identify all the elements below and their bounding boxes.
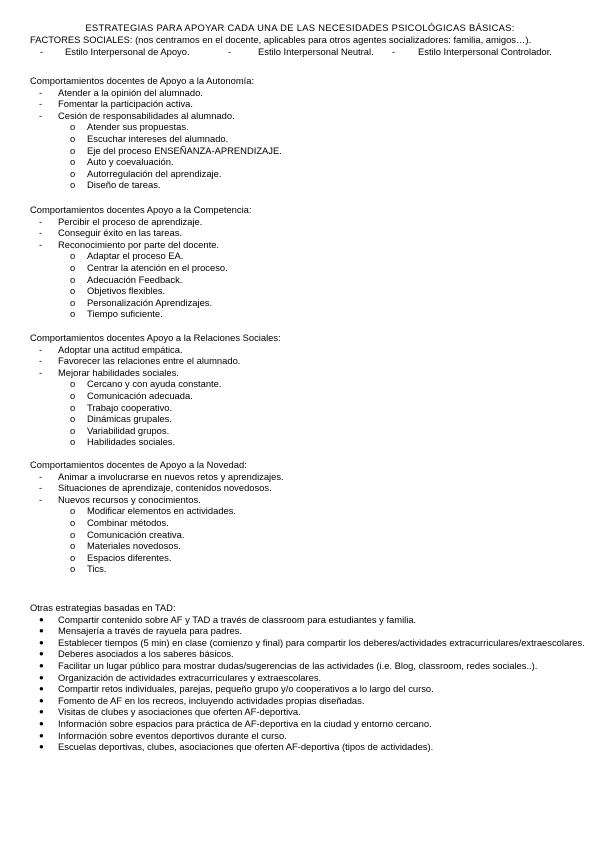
list-item	[30, 344, 590, 356]
section-title: Comportamientos docentes de Apoyo a la Autonomía:	[30, 75, 255, 86]
bullet-marker: ●	[39, 730, 44, 740]
dash-marker: -	[39, 238, 43, 250]
sub-list-item-text: Centrar la atención en el proceso.	[87, 261, 228, 273]
dash-marker: -	[39, 86, 43, 98]
list-item-text: Fomentar la participación activa.	[58, 98, 193, 110]
list-item-text: Cesión de responsabilidades al alumnado.	[58, 109, 235, 121]
sub-list-item-text: Tiempo suficiente.	[87, 308, 163, 320]
section-competence	[30, 204, 590, 320]
list-item-text: Atender a la opinión del alumnado.	[58, 86, 203, 98]
dash-marker: -	[39, 366, 43, 378]
sub-list-item	[30, 168, 590, 180]
dash-marker: -	[39, 227, 43, 239]
list-item-text: Animar a involucrarse en nuevos retos y aprendizajes.	[58, 470, 284, 482]
sub-list-item	[30, 505, 590, 517]
bullet-marker: ●	[39, 695, 44, 705]
list-item	[30, 367, 590, 379]
dash-marker: -	[392, 46, 396, 57]
sub-list-item-text: Comunicación adecuada.	[87, 389, 193, 401]
bullet-marker: ●	[39, 672, 44, 682]
sub-list-item-text: Materiales novedosos.	[87, 540, 181, 552]
tad-item	[30, 614, 590, 626]
circle-marker: o	[70, 144, 76, 156]
style-controlling: Estilo Interpersonal Controlador.	[418, 46, 552, 57]
dash-marker: -	[39, 355, 43, 367]
sub-list-item	[30, 529, 590, 541]
interpersonal-styles	[40, 46, 552, 58]
page-title: ESTRATEGIAS PARA APOYAR CADA UNA DE LAS NECESIDADES PSICOLÓGICAS BÁSICAS:	[85, 22, 515, 33]
dash-marker: -	[39, 109, 43, 121]
sub-list-item	[30, 308, 590, 320]
dash-marker: -	[39, 470, 43, 482]
circle-marker: o	[70, 285, 76, 297]
circle-marker: o	[70, 551, 76, 563]
tad-item-text: Información sobre eventos deportivos durante el curso.	[58, 729, 287, 741]
sub-list-item-text: Autorregulación del aprendizaje.	[87, 167, 222, 179]
sub-list-item-text: Variabilidad grupos.	[87, 424, 170, 436]
section-social-relations	[30, 332, 590, 448]
sub-list-item	[30, 540, 590, 552]
tad-item-text: Mensajería a través de rayuela para padres.	[58, 625, 242, 637]
tad-item	[30, 648, 590, 660]
tad-item	[30, 706, 590, 718]
sub-list-item-text: Combinar métodos.	[87, 516, 169, 528]
tad-item-text: Visitas de clubes y asociaciones que oferten AF-deportiva.	[58, 706, 301, 718]
sub-list-item-text: Cercano y con ayuda constante.	[87, 378, 222, 390]
sub-list-item-text: Comunicación creativa.	[87, 528, 185, 540]
sub-list-item	[30, 297, 590, 309]
circle-marker: o	[70, 121, 76, 133]
circle-marker: o	[70, 401, 76, 413]
circle-marker: o	[70, 528, 76, 540]
tad-item	[30, 637, 590, 649]
sub-list-item-text: Escuchar intereses del alumnado.	[87, 132, 229, 144]
sub-list-item-text: Dinámicas grupales.	[87, 413, 172, 425]
item-list	[30, 216, 590, 320]
circle-marker: o	[70, 167, 76, 179]
list-item	[30, 471, 590, 483]
sub-list-item-text: Tics.	[87, 563, 107, 575]
dash-marker: -	[39, 493, 43, 505]
tad-item-text: Compartir contenido sobre AF y TAD a través de classroom para estudiantes y familia.	[58, 613, 417, 625]
item-list	[30, 87, 590, 191]
style-support: Estilo Interpersonal de Apoyo.	[65, 46, 190, 57]
circle-marker: o	[70, 132, 76, 144]
sub-list-item	[30, 121, 590, 133]
list-item	[30, 227, 590, 239]
sub-list-item-text: Objetivos flexibles.	[87, 285, 166, 297]
sub-list-item	[30, 145, 590, 157]
sub-list-item-text: Habilidades sociales.	[87, 436, 176, 448]
circle-marker: o	[70, 413, 76, 425]
tad-item	[30, 695, 590, 707]
section-title: Otras estrategias basadas en TAD:	[30, 602, 176, 613]
bullet-marker: ●	[39, 626, 44, 636]
list-item	[30, 87, 590, 99]
sub-list-item-text: Diseño de tareas.	[87, 179, 161, 191]
list-item	[30, 239, 590, 251]
tad-item	[30, 660, 590, 672]
dash-marker: -	[40, 46, 44, 57]
bullet-marker: ●	[39, 614, 44, 624]
sub-list-item	[30, 552, 590, 564]
sub-list-item-text: Eje del proceso ENSEÑANZA-APRENDIZAJE.	[87, 144, 282, 156]
sub-list-item	[30, 517, 590, 529]
tad-item-text: Facilitar un lugar público para mostrar dudas/sugerencias de las actividades (i.e. Blog, classroom, redes sociales..).	[58, 659, 538, 671]
section-title: Comportamientos docentes Apoyo a la Relaciones Sociales:	[30, 332, 281, 343]
dash-marker: -	[39, 482, 43, 494]
sub-list-item	[30, 156, 590, 168]
bullet-marker: ●	[39, 718, 44, 728]
sub-list-item	[30, 402, 590, 414]
sub-list-item-text: Atender sus propuestas.	[87, 121, 189, 133]
tad-item-text: Información sobre espacios para práctica de AF-deportiva en la ciudad y entorno cercano.	[58, 717, 432, 729]
factors-line: FACTORES SOCIALES: (nos centramos en el docente, aplicables para otros agentes socializadores: familia, amigos…).	[30, 34, 532, 45]
sub-list-item	[30, 133, 590, 145]
sub-list-item-text: Modificar elementos en actividades.	[87, 505, 237, 517]
circle-marker: o	[70, 273, 76, 285]
tad-item	[30, 683, 590, 695]
dash-marker: -	[39, 343, 43, 355]
bullet-marker: ●	[39, 742, 44, 752]
section-novelty	[30, 459, 590, 575]
style-neutral: Estilo Interpersonal Neutral.	[258, 46, 374, 57]
sub-list-item	[30, 274, 590, 286]
sub-list-item	[30, 563, 590, 575]
list-item	[30, 216, 590, 228]
sub-list-item-text: Trabajo cooperativo.	[87, 401, 173, 413]
sub-list-item	[30, 250, 590, 262]
sub-list-item	[30, 378, 590, 390]
sub-list-item	[30, 436, 590, 448]
list-item	[30, 482, 590, 494]
list-item-text: Reconocimiento por parte del docente.	[58, 238, 220, 250]
list-item-text: Conseguir éxito en las tareas.	[58, 227, 183, 239]
list-item-text: Percibir el proceso de aprendizaje.	[58, 215, 203, 227]
list-item-text: Situaciones de aprendizaje, contenidos novedosos.	[58, 482, 272, 494]
circle-marker: o	[70, 389, 76, 401]
sub-list-item-text: Auto y coevaluación.	[87, 156, 174, 168]
bullet-marker: ●	[39, 707, 44, 717]
tad-item-text: Compartir retos individuales, parejas, pequeño grupo y/o cooperativos a lo largo del curso.	[58, 683, 434, 695]
tad-item-text: Organización de actividades extracurriculares y extraescolares.	[58, 671, 322, 683]
circle-marker: o	[70, 378, 76, 390]
dash-marker: -	[39, 215, 43, 227]
sub-list-item-text: Personalización Aprendizajes.	[87, 296, 213, 308]
list-item-text: Nuevos recursos y conocimientos.	[58, 493, 201, 505]
tad-item	[30, 625, 590, 637]
list-item-text: Favorecer las relaciones entre el alumnado.	[58, 355, 241, 367]
tad-item	[30, 718, 590, 730]
sub-list-item	[30, 262, 590, 274]
tad-item-text: Establecer tiempos (5 min) en clase (comienzo y final) para compartir los deberes/actividades extracurriculares/extraescolares.	[58, 636, 585, 648]
list-item	[30, 110, 590, 122]
list-item-text: Mejorar habilidades sociales.	[58, 366, 179, 378]
sub-list-item	[30, 285, 590, 297]
section-autonomy	[30, 75, 590, 191]
section-title: Comportamientos docentes de Apoyo a la Novedad:	[30, 459, 247, 470]
bullet-marker: ●	[39, 660, 44, 670]
tad-item-text: Deberes asociados a los saberes básicos.	[58, 648, 234, 660]
tad-list	[30, 614, 590, 753]
circle-marker: o	[70, 563, 76, 575]
circle-marker: o	[70, 296, 76, 308]
sub-list-item-text: Adecuación Feedback.	[87, 273, 183, 285]
tad-item	[30, 730, 590, 742]
section-tad-strategies	[30, 602, 590, 753]
bullet-marker: ●	[39, 649, 44, 659]
sub-list-item	[30, 390, 590, 402]
tad-item-text: Fomento de AF en los recreos, incluyendo actividades propias diseñadas.	[58, 694, 365, 706]
tad-item-text: Escuelas deportivas, clubes, asociaciones que oferten AF-deportiva (tipos de actividades).	[58, 741, 434, 753]
sub-list-item	[30, 425, 590, 437]
sub-list-item-text: Adaptar el proceso EA.	[87, 250, 184, 262]
circle-marker: o	[70, 308, 76, 320]
list-item	[30, 98, 590, 110]
circle-marker: o	[70, 436, 76, 448]
circle-marker: o	[70, 540, 76, 552]
dash-marker: -	[39, 98, 43, 110]
item-list	[30, 344, 590, 448]
bullet-marker: ●	[39, 684, 44, 694]
sub-list-item	[30, 413, 590, 425]
circle-marker: o	[70, 156, 76, 168]
tad-item	[30, 672, 590, 684]
sub-list-item-text: Espacios diferentes.	[87, 551, 172, 563]
section-title: Comportamientos docentes Apoyo a la Competencia:	[30, 204, 252, 215]
dash-marker: -	[228, 46, 232, 57]
circle-marker: o	[70, 261, 76, 273]
sub-list-item	[30, 179, 590, 191]
circle-marker: o	[70, 179, 76, 191]
list-item	[30, 494, 590, 506]
list-item	[30, 355, 590, 367]
circle-marker: o	[70, 505, 76, 517]
bullet-marker: ●	[39, 637, 44, 647]
list-item-text: Adoptar una actitud empática.	[58, 343, 183, 355]
circle-marker: o	[70, 516, 76, 528]
circle-marker: o	[70, 424, 76, 436]
tad-item	[30, 741, 590, 753]
circle-marker: o	[70, 250, 76, 262]
item-list	[30, 471, 590, 575]
